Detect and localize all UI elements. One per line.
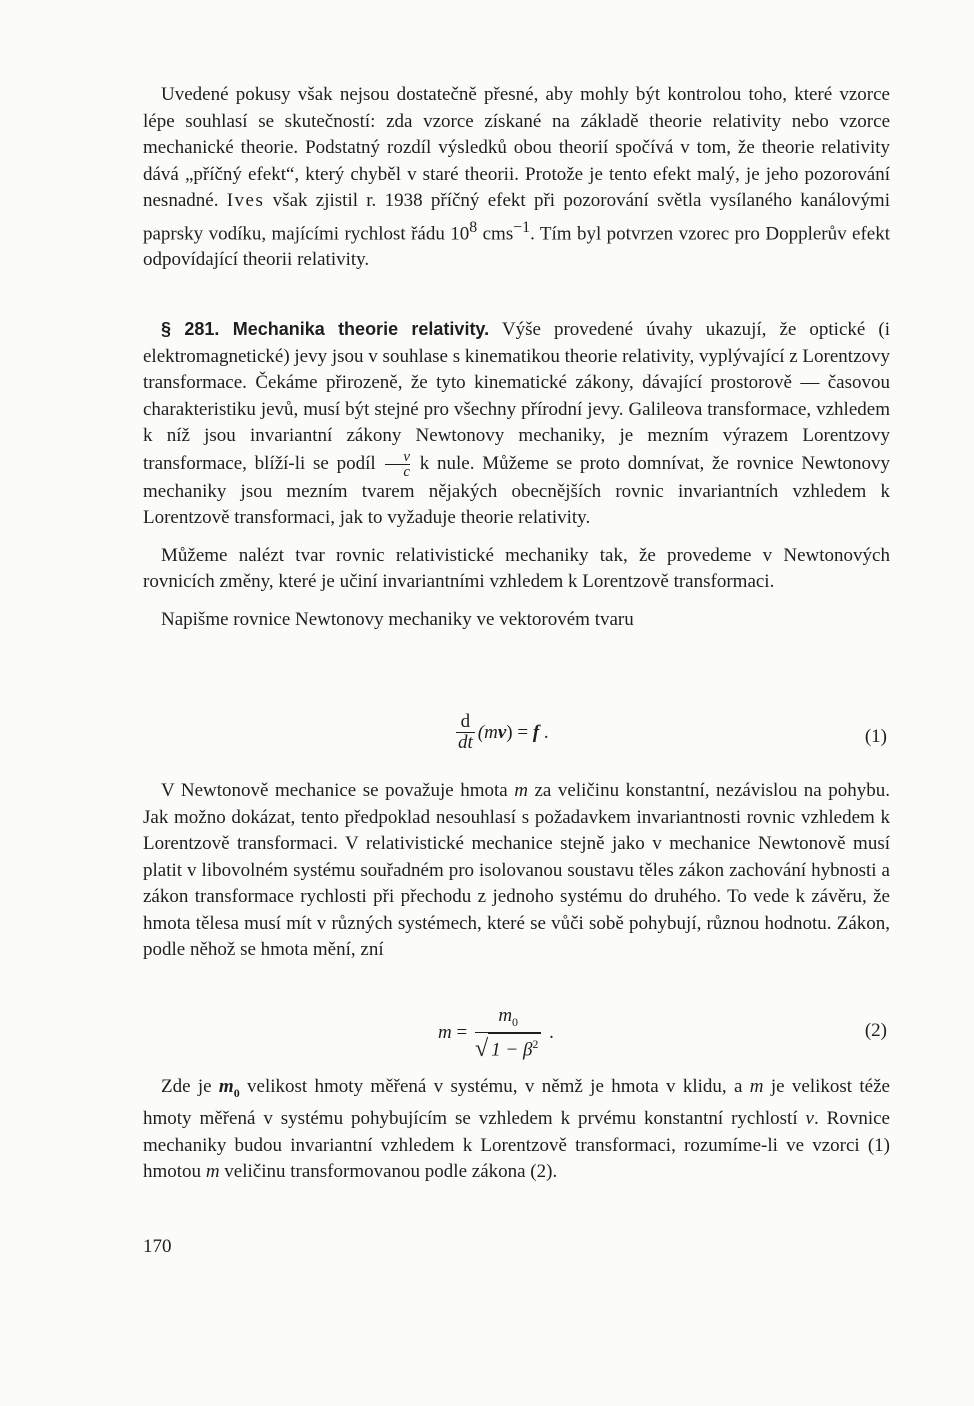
intro-text-1: Uvedené pokusy však nejsou dostatečně přesné, aby mohly být kontrolou toho, které vzorce lépe souhlasí se skutečností: zda vzorce získané na základě theorie relativity nebo vzorce mechanické theorie. Podstatný rozdíl výsledků obou theorií spočívá v tom, že theorie relativity dává „příčný efekt“, který chyběl v staré theorii. Protože je tento efekt malý, je jeho pozorování nesnadné. (143, 84, 890, 211)
equals-sign: = (512, 721, 533, 743)
author-name-ives: Ives (226, 190, 265, 211)
paren-close: ) (506, 721, 513, 743)
fraction-numerator: v (403, 448, 411, 465)
p5-text-4: . Rovnice mechaniky budou invariantní vzhledem k Lorentzově transformaci, rozumíme-li ve vzorci (1) hmotou (143, 1108, 890, 1183)
v-over-c-fraction (385, 450, 410, 479)
mass-symbol: m (514, 780, 528, 801)
rest-mass-sub: 0 (233, 1085, 240, 1100)
mass-fraction (474, 1005, 541, 1063)
section-text-1: Výše provedené úvahy ukazují, že optické (i elektromagnetické) jevy jsou v souhlase s kinematikou theorie relativity, vyplývající z Lorentzovy transformace. Čekáme přirozeně, že tyto kinematické zákony, dávající prostorově — časovou charakteristiku jevů, musí být stejné pro všechny přírodní jevy. Galileova transformace, vzhledem k níž jsou invariantní zákony Newtonovy mechaniky, je mezním výrazem Lorentzovy transformace, blíží-li se podíl (143, 319, 890, 474)
intro-paragraph-block (143, 82, 890, 274)
velocity-symbol: v (805, 1108, 814, 1130)
equation-2 (143, 1005, 890, 1063)
page-number: 170 (143, 1236, 172, 1257)
paren-m: (m (477, 721, 498, 743)
dt-denominator: dt (458, 732, 473, 753)
exponent-minus-1: −1 (513, 218, 531, 236)
sqrt-denominator (474, 1032, 541, 1063)
section-title: § 281. Mechanika theorie relativity. (161, 319, 490, 339)
mass-symbol-3: m (205, 1161, 220, 1183)
velocity-vector: v (497, 721, 507, 743)
intro-text-3: . Tím byl potvrzen vzorec pro Dopplerův efekt odpovídající theorii relativity. (143, 222, 890, 271)
paragraph-rest-mass (143, 1074, 890, 1186)
p4-text-2: za veličinu konstantní, nezávislou na pohybu. Jak možno dokázat, tento předpoklad nesouhlasí s požadavkem invariantnosti rovnic vzhledem k Lorentzově transformaci. V relativistické mechanice stejně jako v mechanice Newtonově musí platit v libovolném systému souřadném pro isolovanou soustavu těles zákon zachování hybnosti a zákon transformace rychlosti při přechodu z jednoho systému do druhého. To vede k závěru, že hmota tělesa musí mít v různých systémech, které se vůči sobě pohybují, různou hodnotu. Zákon, podle něhož se hmota mění, zní (143, 780, 890, 960)
one-minus-beta: 1 − β (491, 1039, 533, 1061)
rest-mass-m: m (498, 1005, 513, 1026)
force-vector: f (532, 721, 540, 743)
paragraph-mass-constant (143, 778, 890, 964)
p5-text-1: Zde je (161, 1076, 219, 1097)
p5-text-3: je velikost téže hmoty měřená v systému pohybujícím se vzhledem k prvému konstantní rychlostí (143, 1076, 890, 1130)
sqrt-sign: √ (474, 1036, 489, 1063)
equation-dot-2: . (544, 1022, 554, 1044)
equation-dot: . (539, 721, 549, 743)
equation-1-number: (1) (864, 726, 887, 747)
equals-sign-2: = (451, 1022, 472, 1044)
section-text-2: k nule. Můžeme se proto domnívat, že rovnice Newtonovy mechaniky jsou mezním tvarem nějakých obecnějších rovnic invariantních vzhledem k Lorentzově transformaci, jak to vyžaduje theorie relativity. (143, 452, 890, 528)
mass-lhs: m (438, 1022, 452, 1044)
exponent-8: 8 (469, 218, 478, 236)
p5-text-5: veličinu transformovanou podle zákona (2). (219, 1161, 558, 1183)
rest-mass-symbol: m (218, 1076, 234, 1097)
d-numerator: d (460, 711, 471, 732)
paragraph-4-block (143, 778, 890, 964)
unit-cms: cms (477, 222, 514, 244)
sqrt-radicand (488, 1033, 541, 1060)
paragraph-newton-vector: Napišme rovnice Newtonovy mechaniky ve vektorovém tvaru (161, 608, 634, 630)
section-paragraph (143, 316, 890, 532)
p5-text-2: velikost hmoty měřená v systému, v němž je hmota v klidu, a (239, 1076, 750, 1097)
mass-symbol-2: m (749, 1076, 764, 1097)
beta-exponent: 2 (532, 1036, 539, 1051)
rest-mass-numerator (498, 1006, 518, 1032)
intro-text-2: však zjistil r. 1938 příčný efekt při pozorování světla vysílaného kanálovými paprsky vodíku, majícími rychlost řádu 10 (143, 190, 890, 244)
d-dt-fraction (456, 712, 475, 753)
p4-text-1: V Newtonově mechanice se považuje hmota (161, 780, 515, 801)
rest-mass-subscript: 0 (512, 1014, 519, 1029)
paragraph-relativistic-mechanics: Můžeme nalézt tvar rovnic relativistické mechaniky tak, že provedeme v Newtonových rovnicích změny, které je učiní invariantními vzhledem k Lorentzově transformaci. (143, 544, 890, 592)
equation-2-number: (2) (864, 1020, 887, 1041)
fraction-denominator: c (385, 464, 410, 479)
intro-paragraph (143, 82, 890, 274)
section-281-block (143, 316, 890, 633)
equation-1-body (453, 712, 549, 753)
paragraph-5-block (143, 1074, 890, 1186)
equation-2-body (438, 1005, 554, 1063)
equation-1 (143, 712, 890, 762)
